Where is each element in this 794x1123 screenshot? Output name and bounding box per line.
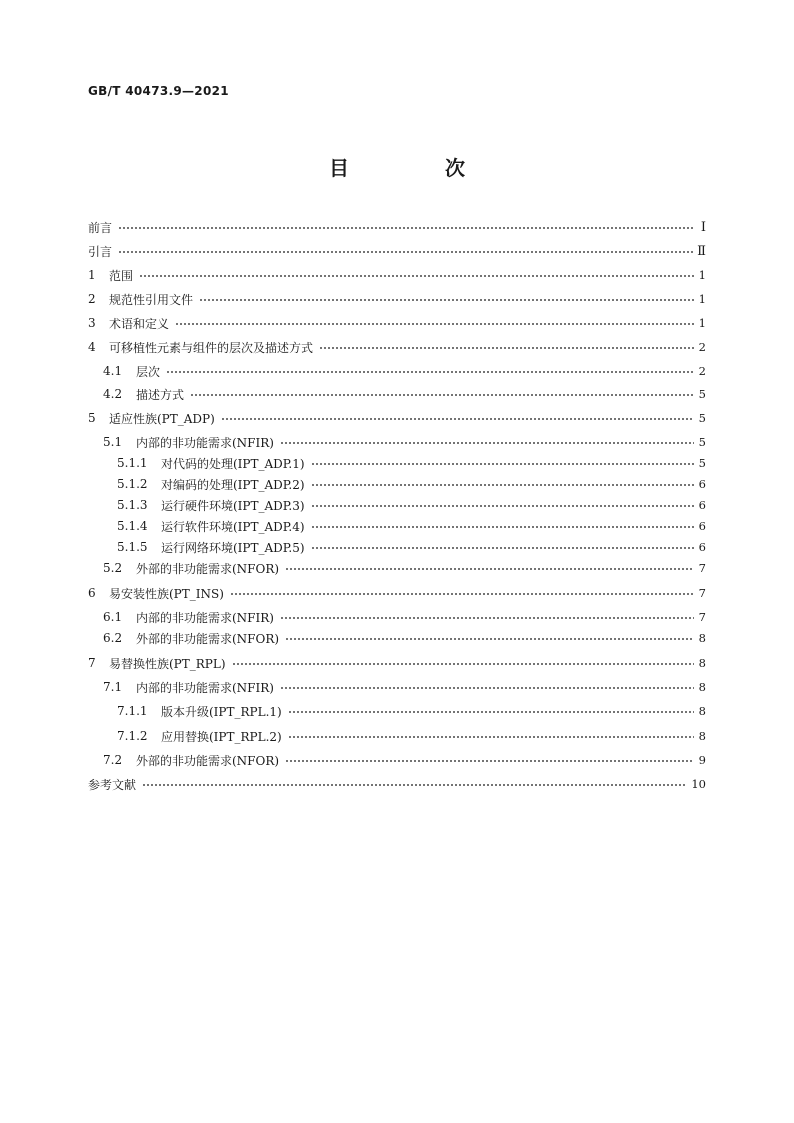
toc-entry-label: 内部的非功能需求(NFIR): [136, 610, 274, 625]
dot-leader: [190, 383, 694, 405]
toc-entry-number: 3: [88, 316, 96, 330]
toc-entry-page: 1: [698, 292, 706, 306]
toc-entry-page: 5: [698, 456, 706, 470]
toc-entry[interactable]: [88, 627, 706, 649]
toc-entry-page: 5: [698, 435, 706, 449]
toc-entry[interactable]: [88, 407, 706, 429]
toc-entry-number: 1: [88, 268, 96, 282]
toc-entry-page: 7: [698, 561, 706, 575]
toc-entry-number: 2: [88, 292, 96, 306]
dot-leader: [142, 773, 687, 795]
toc-entry-label: 适应性族(PT_ADP): [109, 411, 215, 426]
toc-entry-number: 5.1.5: [117, 540, 148, 554]
toc-entry-page: 5: [698, 387, 706, 401]
toc-entry[interactable]: [88, 360, 706, 382]
toc-entry-number: 7: [88, 656, 96, 670]
dot-leader: [175, 312, 694, 334]
dot-leader: [166, 360, 694, 382]
dot-leader: [311, 494, 694, 516]
dot-leader: [311, 536, 694, 558]
toc-entry[interactable]: [88, 676, 706, 698]
dot-leader: [288, 700, 694, 722]
toc-entry-label: 对编码的处理(IPT_ADP.2): [161, 477, 305, 492]
toc-entry-page: 10: [691, 777, 706, 791]
toc-entry-label: 易安装性族(PT_INS): [109, 586, 224, 601]
toc-entry[interactable]: [88, 515, 706, 537]
toc-entry[interactable]: [88, 240, 706, 262]
toc-entry-label: 描述方式: [136, 387, 185, 402]
toc-entry-page: 8: [698, 631, 706, 645]
toc-entry-label: 外部的非功能需求(NFOR): [136, 753, 280, 768]
toc-entry-page: 1: [698, 316, 706, 330]
toc-entry[interactable]: [88, 557, 706, 579]
dot-leader: [118, 216, 694, 238]
toc-entry-number: 5.1.4: [117, 519, 148, 533]
dot-leader: [280, 431, 694, 453]
toc-entry[interactable]: [88, 473, 706, 495]
toc-entry-number: 5.1.1: [117, 456, 148, 470]
dot-leader: [285, 749, 694, 771]
toc-entry-label: 外部的非功能需求(NFOR): [136, 561, 280, 576]
toc-entry-label: 前言: [88, 220, 113, 235]
toc-entry-page: 2: [698, 340, 706, 354]
dot-leader: [288, 725, 694, 747]
toc-entry-label: 运行硬件环境(IPT_ADP.3): [161, 498, 305, 513]
toc-entry-number: 5.2: [103, 561, 123, 575]
toc-entry[interactable]: [88, 452, 706, 474]
toc-entry-page: Ⅱ: [697, 243, 706, 259]
dot-leader: [311, 473, 694, 495]
toc-entry-number: 5: [88, 411, 96, 425]
toc-entry[interactable]: [88, 494, 706, 516]
toc-entry-number: 6.2: [103, 631, 123, 645]
dot-leader: [280, 606, 694, 628]
toc-entry-number: 6.1: [103, 610, 123, 624]
toc-entry-label: 内部的非功能需求(NFIR): [136, 435, 274, 450]
toc-entry[interactable]: [88, 383, 706, 405]
toc-entry-number: 7.1.1: [117, 704, 148, 718]
toc-entry-page: 6: [698, 477, 706, 491]
toc-entry-number: 5.1.2: [117, 477, 148, 491]
toc-entry-page: 8: [698, 704, 706, 718]
toc-entry-page: 8: [698, 680, 706, 694]
toc-entry-page: 8: [698, 656, 706, 670]
toc-entry-page: 6: [698, 519, 706, 533]
toc-entry-label: 规范性引用文件: [109, 292, 194, 307]
toc-entry-label: 易替换性族(PT_RPL): [109, 656, 226, 671]
toc-entry-number: 4.1: [103, 364, 123, 378]
toc-entry[interactable]: [88, 312, 706, 334]
toc-entry-label: 引言: [88, 244, 113, 259]
toc-entry-label: 参考文献: [88, 777, 137, 792]
toc-entry-page: Ⅰ: [700, 219, 706, 235]
dot-leader: [311, 515, 694, 537]
toc-entry[interactable]: [88, 536, 706, 558]
toc-entry-page: 2: [698, 364, 706, 378]
dot-leader: [139, 264, 694, 286]
dot-leader: [232, 652, 694, 674]
dot-leader: [199, 288, 694, 310]
dot-leader: [285, 627, 694, 649]
toc-entry-page: 9: [698, 753, 706, 767]
page-title: 目 次: [329, 156, 503, 180]
toc-entry[interactable]: [88, 264, 706, 286]
toc-entry-number: 5.1.3: [117, 498, 148, 512]
toc-entry-label: 层次: [136, 364, 161, 379]
dot-leader: [280, 676, 694, 698]
toc-entry-page: 7: [698, 610, 706, 624]
toc-entry-label: 版本升级(IPT_RPL.1): [161, 704, 282, 719]
toc-entry[interactable]: [88, 725, 706, 747]
dot-leader: [285, 557, 694, 579]
dot-leader: [118, 240, 693, 262]
toc-entry[interactable]: [88, 700, 706, 722]
toc-entry-number: 5.1: [103, 435, 123, 449]
toc-entry[interactable]: [88, 652, 706, 674]
toc-entry-label: 外部的非功能需求(NFOR): [136, 631, 280, 646]
toc-entry-number: 4.2: [103, 387, 123, 401]
toc-entry-number: 6: [88, 586, 96, 600]
toc-entry-label: 范围: [109, 268, 134, 283]
dot-leader: [311, 452, 694, 474]
toc-entry[interactable]: [88, 749, 706, 771]
toc-entry-page: 7: [698, 586, 706, 600]
toc-entry-label: 可移植性元素与组件的层次及描述方式: [109, 340, 314, 355]
standard-code: GB/T 40473.9—2021: [88, 84, 229, 98]
toc-entry[interactable]: [88, 216, 706, 238]
toc-entry-label: 内部的非功能需求(NFIR): [136, 680, 274, 695]
dot-leader: [230, 582, 694, 604]
dot-leader: [221, 407, 694, 429]
toc-entry[interactable]: [88, 606, 706, 628]
toc-entry-label: 运行网络环境(IPT_ADP.5): [161, 540, 305, 555]
toc-entry-label: 运行软件环境(IPT_ADP.4): [161, 519, 305, 534]
toc-entry-number: 7.1: [103, 680, 123, 694]
toc-entry-number: 7.1.2: [117, 729, 148, 743]
toc-entry-label: 应用替换(IPT_RPL.2): [161, 729, 282, 744]
toc-entry-number: 4: [88, 340, 96, 354]
toc-entry-page: 5: [698, 411, 706, 425]
toc-entry-page: 6: [698, 498, 706, 512]
toc-entry-label: 术语和定义: [109, 316, 170, 331]
dot-leader: [319, 336, 694, 358]
toc-entry-page: 6: [698, 540, 706, 554]
toc-entry-label: 对代码的处理(IPT_ADP.1): [161, 456, 305, 471]
toc-entry[interactable]: [88, 582, 706, 604]
toc-entry-number: 7.2: [103, 753, 123, 767]
toc-entry[interactable]: [88, 288, 706, 310]
toc-entry-page: 1: [698, 268, 706, 282]
toc-entry[interactable]: [88, 336, 706, 358]
toc-entry-page: 8: [698, 729, 706, 743]
toc-entry[interactable]: [88, 773, 706, 795]
toc-entry[interactable]: [88, 431, 706, 453]
